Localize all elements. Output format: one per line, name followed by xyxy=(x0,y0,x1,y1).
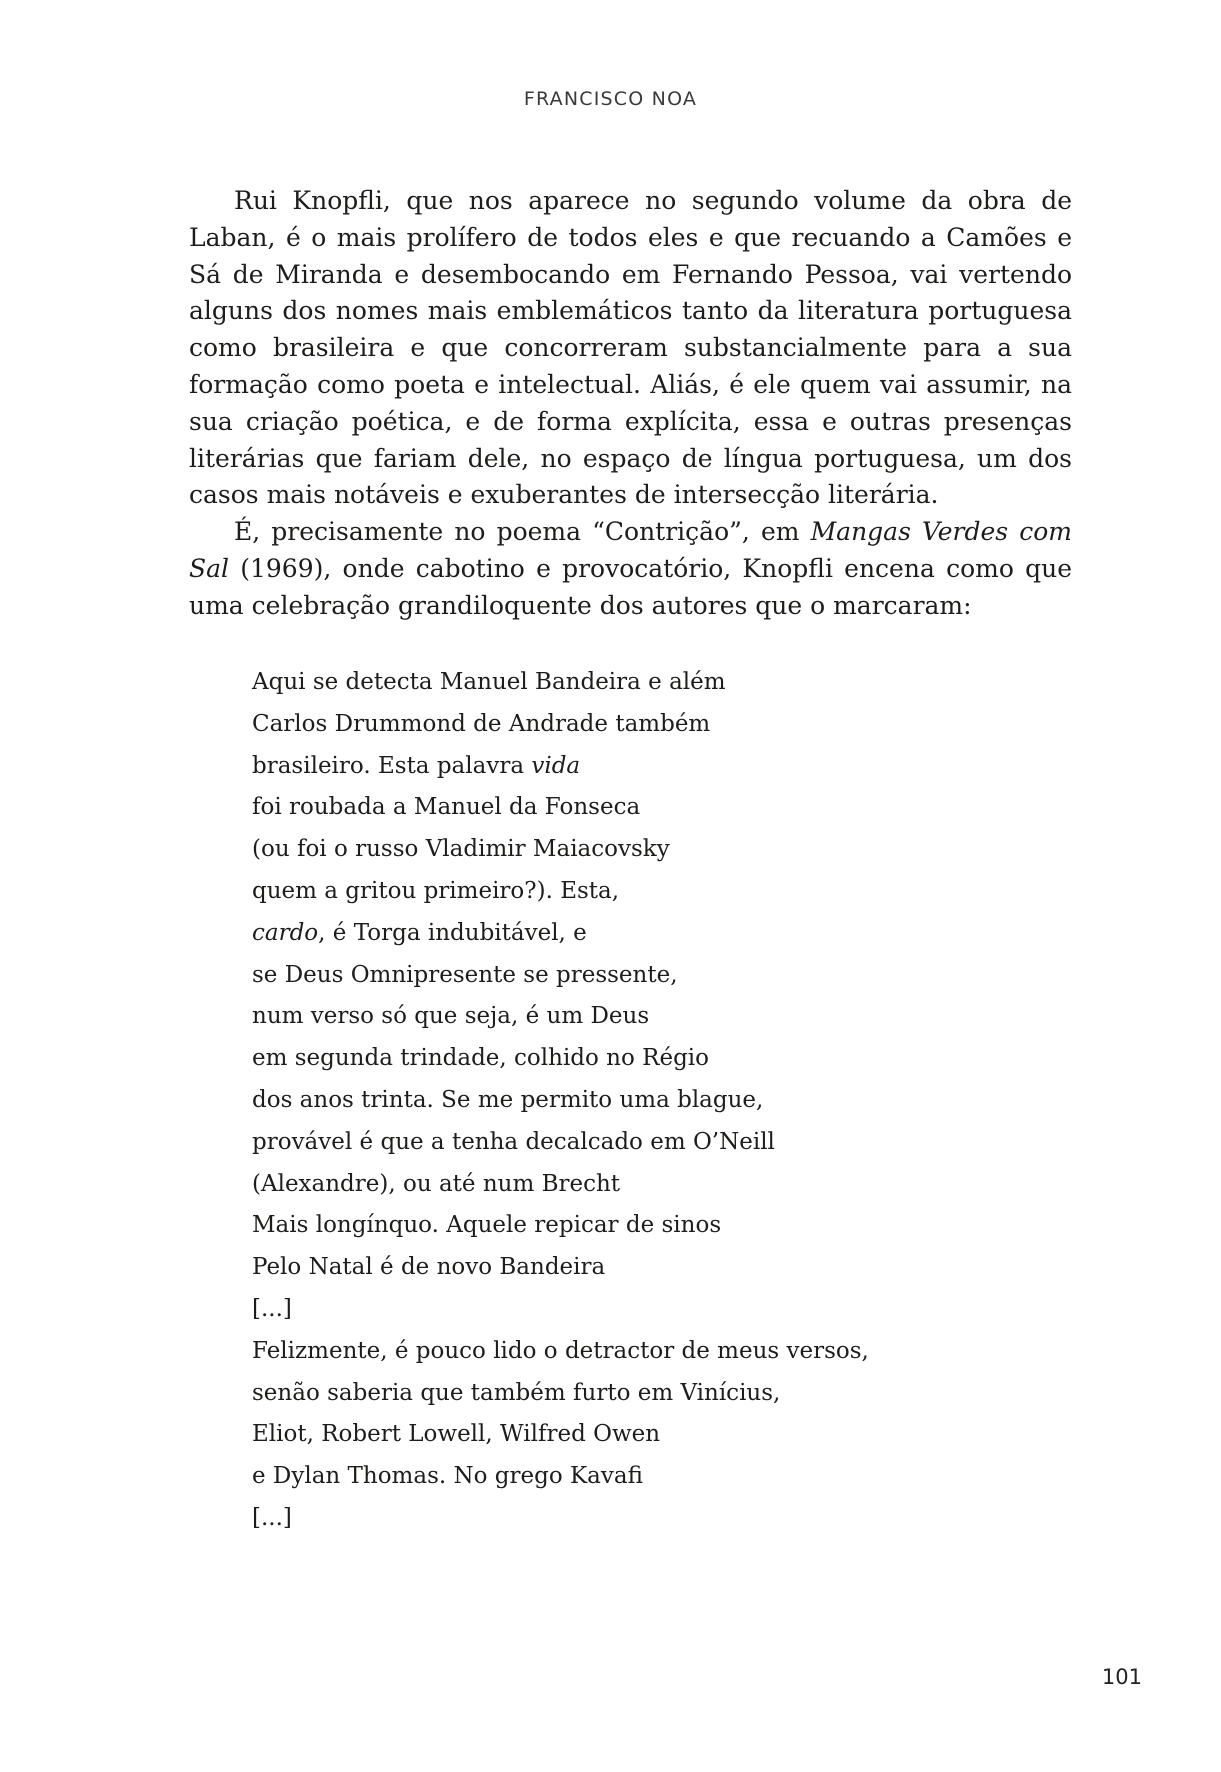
poem-text: senão saberia que também furto em Vinícius, xyxy=(252,1379,781,1406)
poem-line xyxy=(252,955,869,997)
poem-italic-word: cardo xyxy=(252,919,319,946)
poem-italic-word: vida xyxy=(531,752,581,779)
poem-line xyxy=(252,1080,869,1122)
poem-text: , é Torga indubitável, e xyxy=(318,919,587,946)
paragraph xyxy=(189,183,1072,514)
poem-line xyxy=(252,913,869,955)
poem-text: foi roubada a Manuel da Fonseca xyxy=(252,794,641,821)
poem-line xyxy=(252,662,869,704)
poem-text: em segunda trindade, colhido no Régio xyxy=(252,1045,710,1072)
poem-line xyxy=(252,1331,869,1373)
book-title: Mangas Verdes com Sal xyxy=(189,517,1072,583)
poem-line xyxy=(252,1164,869,1206)
poem-line xyxy=(252,1373,869,1415)
poem-line xyxy=(252,787,869,829)
poem-text: Pelo Natal é de novo Bandeira xyxy=(252,1254,606,1281)
poem-line xyxy=(252,1205,869,1247)
poem-text: Mais longínquo. Aquele repicar de sinos xyxy=(252,1212,722,1239)
poem-text: Eliot, Robert Lowell, Wilfred Owen xyxy=(252,1421,661,1448)
poem-text: (Alexandre), ou até num Brecht xyxy=(252,1170,621,1197)
poem-text: e Dylan Thomas. No grego Kavafi xyxy=(252,1463,643,1490)
poem-line xyxy=(252,1247,869,1289)
poem-line xyxy=(252,1289,869,1331)
poem-text: provável é que a tenha decalcado em O’Neill xyxy=(252,1128,775,1155)
poem-text: Carlos Drummond de Andrade também xyxy=(252,710,711,737)
poem-text: quem a gritou primeiro?). Esta, xyxy=(252,877,620,904)
body-text xyxy=(189,183,1072,625)
running-head: FRANCISCO NOA xyxy=(523,88,698,110)
poem-line xyxy=(252,704,869,746)
poem-text: (ou foi o russo Vladimir Maiacovsky xyxy=(252,836,670,863)
text-segment: É, precisamente no poema “Contrição”, em xyxy=(234,517,811,547)
poem-line xyxy=(252,1456,869,1498)
poem-line xyxy=(252,746,869,788)
ellipsis: [...] xyxy=(252,1504,292,1531)
page-number: 101 xyxy=(1101,1665,1142,1689)
ellipsis: [...] xyxy=(252,1295,292,1322)
poem-line xyxy=(252,1122,869,1164)
text-segment: (1969), onde cabotino e provocatório, Knopfli encena como que uma celebração grandiloquente dos autores que o marcaram: xyxy=(189,553,1072,620)
poem-text: Felizmente, é pouco lido o detractor de meus versos, xyxy=(252,1337,869,1364)
paragraph xyxy=(189,514,1072,624)
poem-text: se Deus Omnipresente se pressente, xyxy=(252,961,678,988)
poem-text: num verso só que seja, é um Deus xyxy=(252,1003,650,1030)
poem-line xyxy=(252,1414,869,1456)
poem-text: Aqui se detecta Manuel Bandeira e além xyxy=(252,669,726,695)
poem-quote xyxy=(252,662,869,1540)
text-segment: Rui Knopfli, que nos aparece no segundo volume da obra de Laban, é o mais prolífero de todos eles e que recuando a Camões e Sá de Miranda e desembocando em Fernando Pessoa, vai vertendo alguns dos nomes mais emblemáticos tanto da literatura portuguesa como brasileira e que concorreram substancialmente para a sua formação como poeta e intelectual. Aliás, é ele quem vai assumir, na sua criação poética, e de forma explícita, essa e outras presenças literárias que fariam dele, no espaço de língua portuguesa, um dos casos mais notáveis e exuberantes de intersecção literária. xyxy=(189,186,1072,510)
poem-line xyxy=(252,1038,869,1080)
poem-text: brasileiro. Esta palavra xyxy=(252,752,532,779)
poem-line xyxy=(252,871,869,913)
poem-line xyxy=(252,829,869,871)
poem-line xyxy=(252,1498,869,1540)
poem-line xyxy=(252,996,869,1038)
poem-text: dos anos trinta. Se me permito uma blague, xyxy=(252,1086,764,1113)
